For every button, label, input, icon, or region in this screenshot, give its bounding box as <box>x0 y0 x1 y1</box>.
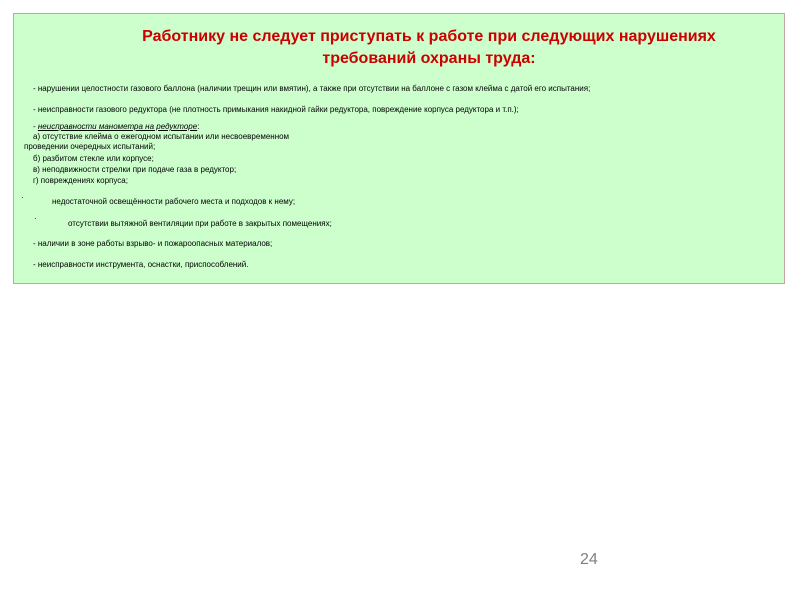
slide-title <box>84 26 774 70</box>
manometer-item-d: г) повреждениях корпуса; <box>33 176 128 185</box>
manometer-item-b: б) разбитом стекле или корпусе; <box>33 154 154 163</box>
item-tools: - неисправности инструмента, оснастки, приспособлений. <box>33 260 249 269</box>
manometer-suffix: : <box>197 122 200 131</box>
item-lighting: недостаточной освещённости рабочего места и подходов к нему; <box>52 197 296 206</box>
item-manometer-heading <box>33 122 199 132</box>
manometer-heading-text: неисправности манометра на редукторе <box>37 122 198 131</box>
item-gas-reducer: - неисправности газового редуктора (не плотность примыкания накидной гайки редуктора, повреждение корпуса редуктора и т.п.); <box>33 105 519 114</box>
title-line-1: Работнику не следует приступать к работе при следующих нарушениях <box>142 28 716 45</box>
page-number: 24 <box>580 551 598 568</box>
manometer-item-a-line1: а) отсутствие клейма о ежегодном испытании или несвоевременном <box>33 132 290 141</box>
title-line-2: требований охраны труда: <box>322 50 536 67</box>
manometer-item-c: в) неподвижности стрелки при подаче газа в редуктор; <box>33 165 237 174</box>
item-gas-cylinder: - нарушении целостности газового баллона (наличии трещин или вмятин), а также при отсутствии на баллоне с газом клейма с датой его испытания; <box>33 84 591 93</box>
bullet-dot: · <box>34 214 37 223</box>
content-panel <box>13 13 785 284</box>
manometer-prefix: - <box>33 122 38 131</box>
manometer-item-a-line2: проведении очередных испытаний; <box>24 142 156 151</box>
bullet-dot: · <box>21 193 24 202</box>
item-ventilation: отсутствии вытяжной вентиляции при работе в закрытых помещениях; <box>68 219 332 228</box>
item-explosive-materials: - наличии в зоне работы взрыво- и пожароопасных материалов; <box>33 239 273 248</box>
